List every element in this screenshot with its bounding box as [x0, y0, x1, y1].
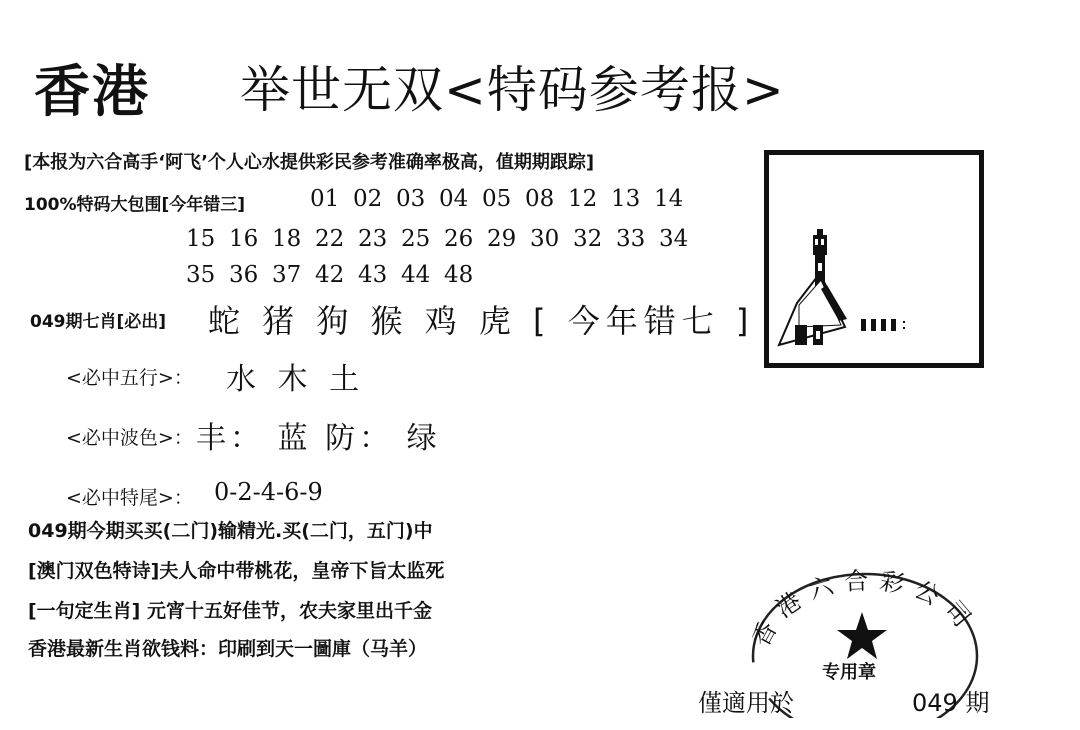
number-cell: 25 [401, 226, 431, 252]
text-line: 049期今期买买(二门)输精光.买(二门，五门)中 [28, 520, 433, 542]
seven-zodiac-value: 蛇 猪 狗 猴 鸡 虎 [ 今年错七 ] [208, 302, 755, 340]
number-row-2 [186, 226, 702, 252]
seal-ring-text: 香港六合彩公司 [746, 568, 983, 652]
number-cell: 42 [315, 262, 345, 288]
number-row-1 [310, 186, 697, 212]
number-cell: 36 [229, 262, 259, 288]
seal-center-text: 专用章 [822, 662, 876, 683]
number-cell: 30 [530, 226, 560, 252]
five-elements-label: <必中五行>： [66, 367, 193, 389]
number-cell: 22 [315, 226, 345, 252]
text-line: [澳门双色特诗]夫人命中带桃花，皇帝下旨太监死 [28, 560, 445, 582]
number-cell: 48 [444, 262, 474, 288]
star-icon [837, 612, 887, 659]
lighthouse-image [764, 150, 984, 368]
five-elements-value: 水 木 土 [226, 362, 366, 397]
wave-color-value: 丰： 蓝 防： 绿 [196, 421, 441, 456]
special-numbers-label: 100%特码大包围[今年错三] [24, 195, 246, 215]
number-cell: 01 [310, 186, 340, 212]
number-cell: 33 [616, 226, 646, 252]
brand-title: 香港 [34, 60, 150, 125]
number-row-3 [186, 262, 487, 288]
wave-color-label: <必中波色>： [66, 427, 193, 449]
number-cell: 43 [358, 262, 388, 288]
number-cell: 05 [482, 186, 512, 212]
number-cell: 03 [396, 186, 426, 212]
number-cell: 02 [353, 186, 383, 212]
number-cell: 08 [525, 186, 555, 212]
number-cell: 29 [487, 226, 517, 252]
number-cell: 34 [659, 226, 689, 252]
number-cell: 32 [573, 226, 603, 252]
number-cell: 37 [272, 262, 302, 288]
intro-text: [本报为六合高手‘阿飞’个人心水提供彩民参考准确率极高，值期期跟踪] [24, 152, 595, 173]
footer-issue: 049 期 [912, 689, 990, 717]
number-cell: 15 [186, 226, 216, 252]
footer-applicable-label: 僅適用於 [698, 689, 794, 717]
text-line: 香港最新生肖欲钱料：印刷到天一圖庫（马羊） [28, 638, 428, 660]
number-cell: 44 [401, 262, 431, 288]
number-cell: 12 [568, 186, 598, 212]
number-cell: 26 [444, 226, 474, 252]
special-tail-label: <必中特尾>： [66, 487, 193, 509]
number-cell: 13 [611, 186, 641, 212]
lighthouse-illustration [769, 155, 979, 363]
number-cell: 04 [439, 186, 469, 212]
number-cell: 14 [654, 186, 684, 212]
page-title: 举世无双<特码参考报> [240, 61, 785, 119]
seven-zodiac-label: 049期七肖[必出] [30, 312, 167, 332]
number-cell: 18 [272, 226, 302, 252]
special-tail-value: 0-2-4-6-9 [214, 478, 323, 506]
text-line: [一句定生肖] 元宵十五好佳节，农夫家里出千金 [28, 600, 432, 622]
number-cell: 23 [358, 226, 388, 252]
number-cell: 35 [186, 262, 216, 288]
number-cell: 16 [229, 226, 259, 252]
